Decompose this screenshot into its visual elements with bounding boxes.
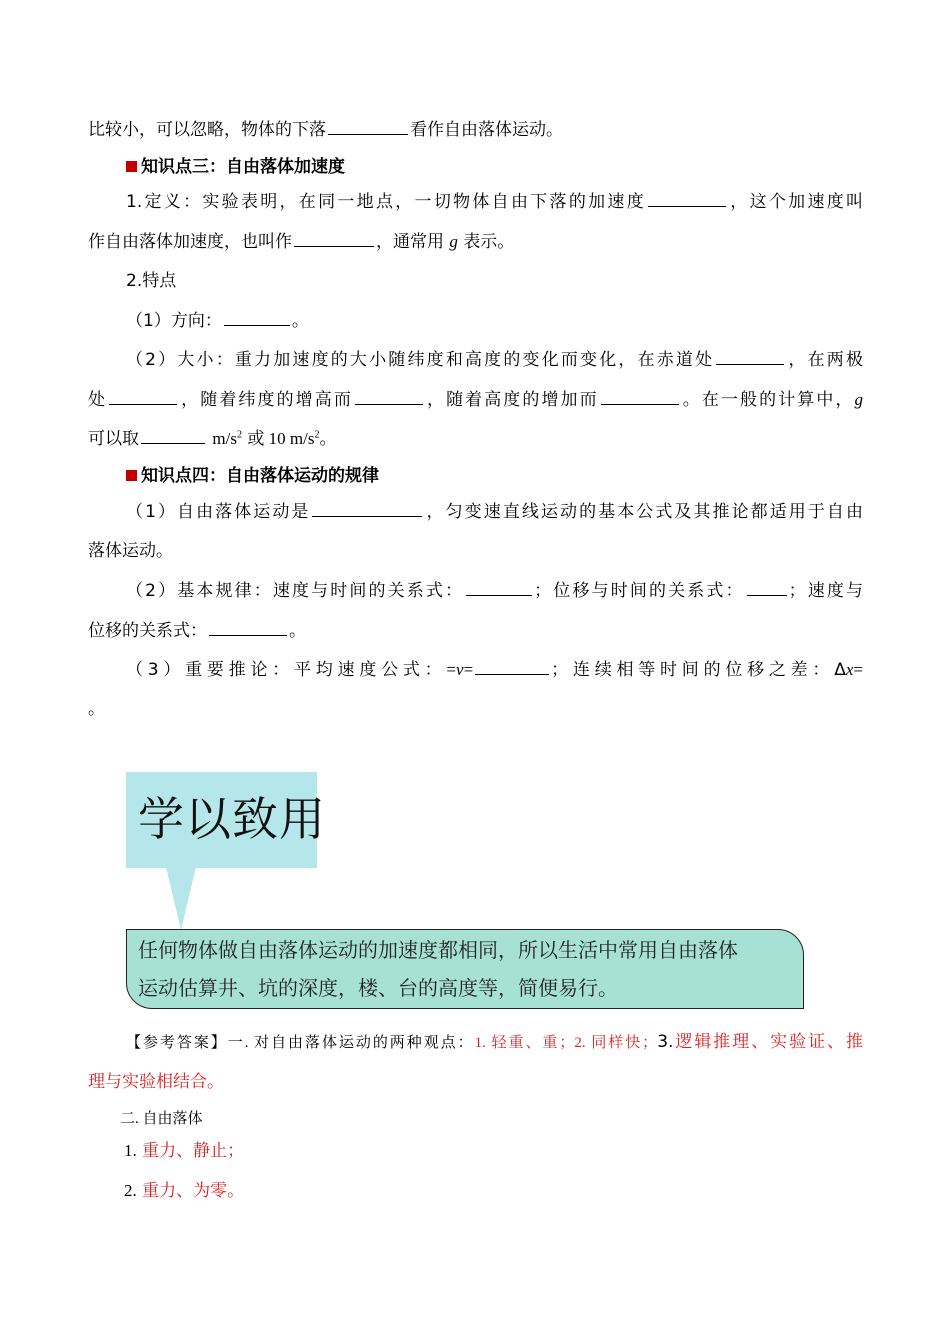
equals-sign: =	[853, 660, 863, 679]
answer-section-2	[120, 1108, 203, 1130]
size-c: 处	[88, 390, 108, 410]
answer-line-2	[88, 1071, 224, 1093]
g-symbol: g	[854, 390, 864, 409]
law2-a: （2）基本规律：速度与时间的关系式：	[126, 581, 465, 601]
equals-sign: =	[463, 660, 474, 679]
unit-2: 或 10 m/s	[247, 429, 315, 448]
kp4-title: 知识点四：自由落体运动的规律	[141, 466, 379, 486]
dir-pre: （1）方向：	[126, 311, 222, 331]
l1-pre: 比较小，可以忽略，物体的下落	[88, 120, 326, 140]
answer-a3b: 理与实验相结合。	[88, 1072, 224, 1092]
answer-a1: 1. 轻重、重；2. 同样快；	[474, 1035, 658, 1051]
size-d: ，随着纬度的增高而	[179, 390, 353, 410]
superscript-2: 2	[236, 429, 242, 441]
law3-a: （3）重要推论：平均速度公式：	[126, 660, 447, 680]
law2-e: 。	[289, 621, 306, 641]
law3-end: 。	[88, 699, 105, 719]
law2-d: 位移的关系式：	[88, 621, 207, 641]
g-symbol: g	[449, 232, 458, 251]
answer-sec2-text: 二. 自由落体	[120, 1111, 203, 1127]
answer-item-2-num: 2.	[124, 1181, 137, 1200]
size-h: 可以取	[88, 429, 139, 449]
apply-bubble-text	[138, 931, 798, 1007]
size-end: 。	[319, 429, 337, 449]
def-a: 1.定义：实验表明，在同一地点，一切物体自由下落的加速度	[126, 192, 646, 212]
answer-item-1-num: 1.	[124, 1141, 137, 1160]
dir-post: 。	[291, 311, 309, 331]
x-symbol: x	[845, 660, 854, 679]
kp3-title: 知识点三：自由落体加速度	[141, 157, 345, 177]
l1-post: 看作自由落体运动。	[410, 120, 563, 140]
size-f: 。在一般的计算中，	[680, 390, 855, 410]
answer-a3-num: 3.	[657, 1032, 674, 1052]
law2-c: ；速度与	[788, 581, 864, 601]
def-c: 作自由落体加速度，也叫作	[88, 232, 292, 252]
answer-item-2	[124, 1180, 244, 1202]
law3-b: ；连续相等时间的位移之差：Δ	[551, 660, 846, 680]
law1-a: （1）自由落体运动是	[126, 502, 311, 522]
answer-line-1	[126, 1031, 863, 1054]
unit-1: m/s	[212, 429, 237, 448]
def-b: ，这个加速度叫	[728, 192, 864, 212]
equals-sign: =	[446, 660, 457, 679]
apply-text-line-1: 任何物体做自由落体运动的加速度都相同，所以生活中常用自由落体	[138, 938, 738, 962]
feature-title-text: 2.特点	[126, 271, 177, 291]
apply-text-line-2: 运动估算井、坑的深度，楼、台的高度等，简便易行。	[138, 976, 618, 1000]
size-a: （2）大小：重力加速度的大小随纬度和高度的变化而变化，在赤道处	[126, 350, 715, 370]
size-b: ，在两极	[786, 350, 863, 370]
size-e: ，随着高度的增加而	[424, 390, 599, 410]
law1-b: ，匀变速直线运动的基本公式及其推论都适用于自由	[424, 502, 863, 522]
law2-b: ；位移与时间的关系式：	[534, 581, 745, 601]
answer-label: 【参考答案】一. 对自由落体运动的两种观点：	[126, 1035, 475, 1051]
v-symbol: v	[456, 660, 464, 679]
answer-item-2-text: 重力、为零。	[142, 1181, 245, 1201]
answer-a3: 逻辑推理、实验证、推	[673, 1032, 863, 1052]
law1-c: 落体运动。	[88, 541, 173, 561]
apply-title: 学以致用	[138, 792, 326, 846]
def-d: ，通常用	[376, 232, 444, 252]
superscript-2: 2	[314, 429, 320, 441]
def-e: 表示。	[463, 232, 515, 252]
answer-item-1-text: 重力、静止；	[142, 1141, 245, 1161]
answer-item-1	[124, 1140, 244, 1162]
speech-pointer-shape	[166, 867, 196, 930]
